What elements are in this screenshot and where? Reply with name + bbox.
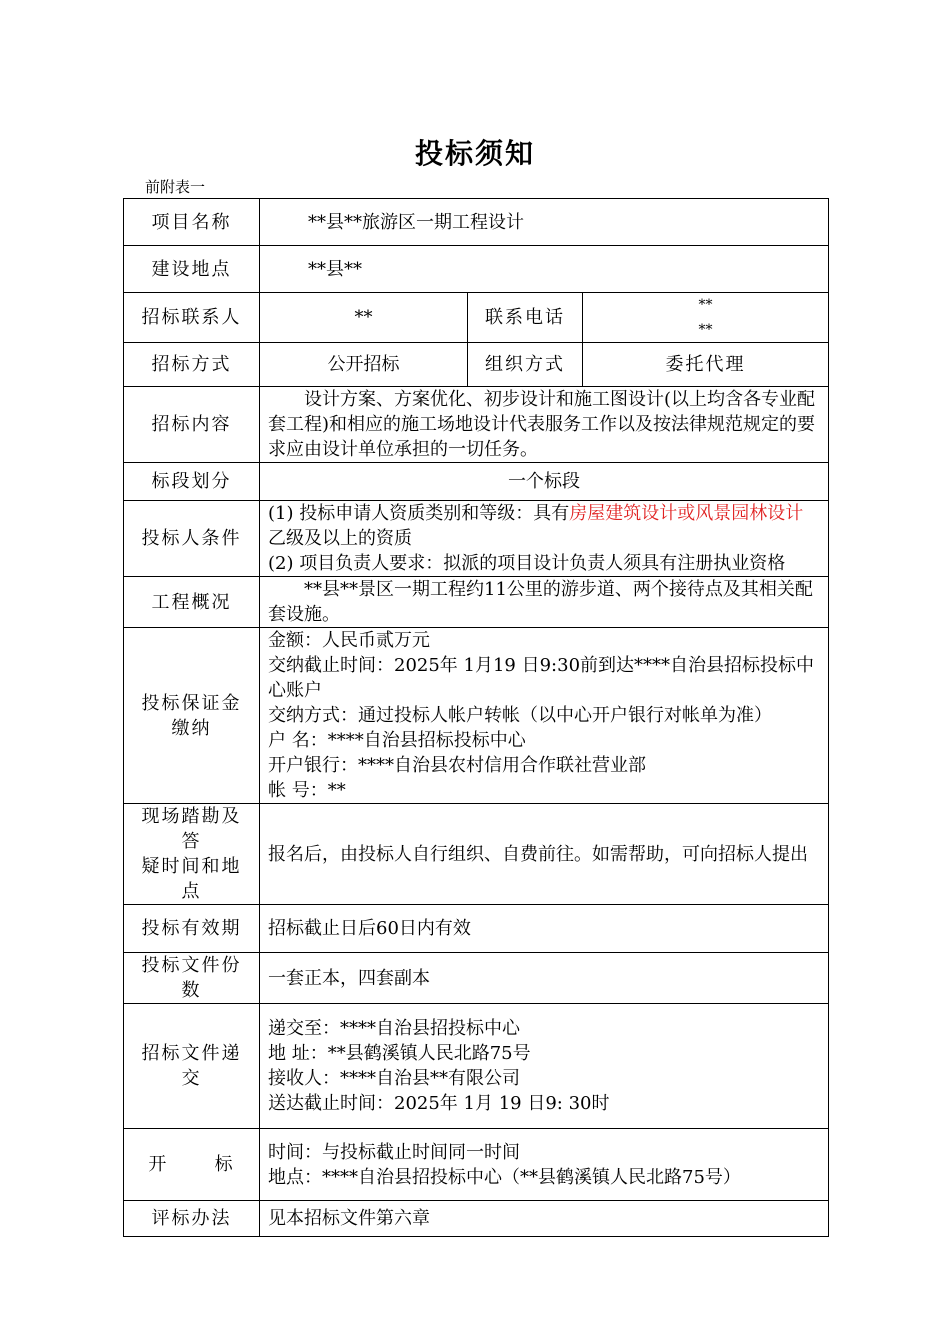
overview-label: 工程概况 bbox=[124, 577, 260, 628]
row-site-visit bbox=[124, 804, 829, 905]
deposit-account-name: 户 名：****自治县招标投标中心 bbox=[268, 730, 526, 751]
document-title: 投标须知 bbox=[414, 137, 535, 170]
submission-label: 招标文件递交 bbox=[124, 1004, 260, 1129]
phone-line-1: ** bbox=[698, 297, 713, 313]
submission-address: 地 址：**县鹤溪镇人民北路75号 bbox=[268, 1043, 531, 1064]
deposit-amount: 金额：人民币贰万元 bbox=[268, 630, 430, 651]
row-overview bbox=[124, 577, 829, 628]
row-contact bbox=[124, 293, 829, 343]
deposit-account-no: 帐 号：** bbox=[268, 780, 346, 801]
opening-label: 开 标 bbox=[124, 1129, 260, 1201]
validity-label: 投标有效期 bbox=[124, 905, 260, 953]
bidder-qualification-highlight: 房屋建筑设计或风景园林设计 bbox=[569, 503, 804, 524]
site-visit-label-line-2: 疑时间和地点 bbox=[141, 856, 242, 902]
row-opening bbox=[124, 1129, 829, 1201]
row-bidder bbox=[124, 501, 829, 577]
row-deposit bbox=[124, 628, 829, 804]
phone-label: 联系电话 bbox=[468, 293, 583, 343]
location-value: **县** bbox=[260, 246, 829, 293]
evaluation-label: 评标办法 bbox=[124, 1201, 260, 1237]
deposit-label-line-1: 投标保证金 bbox=[141, 692, 242, 714]
phone-value bbox=[583, 293, 829, 343]
bidder-value bbox=[260, 501, 829, 577]
row-submission bbox=[124, 1004, 829, 1129]
bidder-req-2: (2) 项目负责人要求：拟派的项目设计负责人须具有注册执业资格 bbox=[268, 553, 786, 574]
section-value: 一个标段 bbox=[260, 463, 829, 501]
content-value: 设计方案、方案优化、初步设计和施工图设计(以上均含各专业配套工程)和相应的施工场地设计代表服务工作以及按法律规范规定的要求应由设计单位承担的一切任务。 bbox=[260, 387, 829, 463]
phone-line-2: ** bbox=[698, 321, 713, 338]
copies-label: 投标文件份数 bbox=[124, 953, 260, 1004]
deposit-bank: 开户银行：****自治县农村信用合作联社营业部 bbox=[268, 755, 646, 776]
bidder-label: 投标人条件 bbox=[124, 501, 260, 577]
bidder-req-1-post: 乙级及以上的资质 bbox=[268, 528, 412, 549]
copies-value: 一套正本，四套副本 bbox=[260, 953, 829, 1004]
deposit-details bbox=[260, 628, 829, 804]
bidder-req-1-pre: (1) 投标申请人资质类别和等级：具有 bbox=[268, 503, 570, 524]
row-method bbox=[124, 343, 829, 387]
contact-label: 招标联系人 bbox=[124, 293, 260, 343]
evaluation-value: 见本招标文件第六章 bbox=[260, 1201, 829, 1237]
method-label: 招标方式 bbox=[124, 343, 260, 387]
row-copies bbox=[124, 953, 829, 1004]
site-visit-value: 报名后，由投标人自行组织、自费前往。如需帮助，可向招标人提出 bbox=[260, 804, 829, 905]
row-evaluation bbox=[124, 1201, 829, 1237]
table-caption: 前附表一 bbox=[145, 178, 206, 196]
project-name-label: 项目名称 bbox=[124, 199, 260, 246]
project-name-value: **县**旅游区一期工程设计 bbox=[260, 199, 829, 246]
validity-value: 招标截止日后60日内有效 bbox=[260, 905, 829, 953]
contact-value: ** bbox=[260, 293, 468, 343]
bid-info-table bbox=[123, 198, 829, 1237]
deposit-method: 交纳方式：通过投标人帐户转帐（以中心开户银行对帐单为准） bbox=[268, 705, 772, 726]
submission-deadline: 送达截止时间：2025年 1月 19 日9: 30时 bbox=[268, 1093, 610, 1114]
location-label: 建设地点 bbox=[124, 246, 260, 293]
row-location bbox=[124, 246, 829, 293]
method-value: 公开招标 bbox=[260, 343, 468, 387]
overview-value: **县**景区一期工程约11公里的游步道、两个接待点及其相关配套设施。 bbox=[260, 577, 829, 628]
org-label: 组织方式 bbox=[468, 343, 583, 387]
opening-place: 地点：****自治县招投标中心（**县鹤溪镇人民北路75号） bbox=[268, 1166, 741, 1188]
submission-receiver: 接收人：****自治县**有限公司 bbox=[268, 1068, 520, 1089]
section-label: 标段划分 bbox=[124, 463, 260, 501]
deposit-deadline: 交纳截止时间：2025年 1月19 日9:30前到达****自治县招标投标中心账户 bbox=[268, 655, 815, 701]
row-content bbox=[124, 387, 829, 463]
submission-to: 递交至：****自治县招投标中心 bbox=[268, 1018, 520, 1039]
deposit-label-line-2: 缴纳 bbox=[171, 717, 212, 739]
opening-details bbox=[260, 1129, 829, 1201]
submission-details bbox=[260, 1004, 829, 1129]
site-visit-label bbox=[124, 804, 260, 905]
site-visit-label-line-1: 现场踏勘及答 bbox=[141, 806, 242, 852]
opening-time: 时间：与投标截止时间同一时间 bbox=[268, 1141, 520, 1163]
row-validity bbox=[124, 905, 829, 953]
content-label: 招标内容 bbox=[124, 387, 260, 463]
deposit-label bbox=[124, 628, 260, 804]
org-value: 委托代理 bbox=[583, 343, 829, 387]
row-section bbox=[124, 463, 829, 501]
row-project-name bbox=[124, 199, 829, 246]
